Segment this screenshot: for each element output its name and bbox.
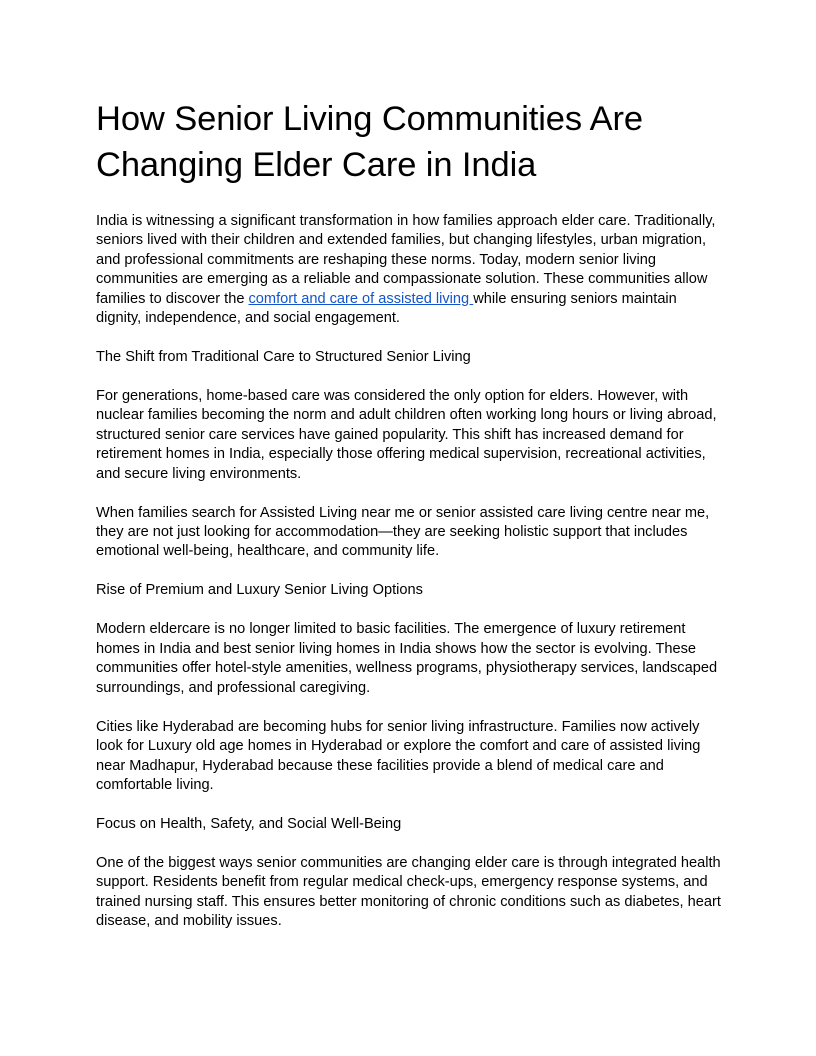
section-heading-shift: The Shift from Traditional Care to Structured Senior Living (96, 349, 471, 366)
assisted-living-link[interactable]: comfort and care of assisted living (248, 290, 474, 307)
section-heading-luxury: Rise of Premium and Luxury Senior Living Options (96, 582, 423, 599)
section-heading-health: Focus on Health, Safety, and Social Well-Being (96, 815, 402, 832)
section-paragraph: One of the biggest ways senior communities are changing elder care is through integrated health support. Residents benefit from regular medical check-ups, emergency response systems, and trained nursing staff. This ensures better monitoring of chronic conditions such as diabetes, heart disease, and mobility issues. (96, 854, 721, 930)
intro-paragraph (96, 212, 724, 328)
section-paragraph: Modern eldercare is no longer limited to basic facilities. The emergence of luxury retirement homes in India and best senior living homes in India shows how the sector is evolving. These communities offer hotel-style amenities, wellness programs, physiotherapy services, landscaped surroundings, and professional caregiving. (96, 621, 718, 696)
intro-text-after-link: while ensuring seniors maintain dignity, independence, and social engagement. (96, 290, 677, 327)
document-title: How Senior Living Communities Are Changing Elder Care in India (96, 100, 644, 184)
section-paragraph: For generations, home-based care was considered the only option for elders. However, with nuclear families becoming the norm and adult children often working long hours or living abroad, structured senior care services have gained popularity. This shift has increased demand for retirement homes in India, especially those offering medical supervision, recreational activities, and secure living environments. (96, 388, 717, 482)
section-paragraph: When families search for Assisted Living near me or senior assisted care living centre near me, they are not just looking for accommodation—they are seeking holistic support that includes emotional well-being, healthcare, and community life. (96, 504, 710, 560)
section-paragraph: Cities like Hyderabad are becoming hubs for senior living infrastructure. Families now actively look for Luxury old age homes in Hyderabad or explore the comfort and care of assisted living near Madhapur, Hyderabad because these facilities provide a blend of medical care and comfortable living. (96, 718, 701, 793)
document-page (96, 96, 724, 951)
intro-text-before-link: India is witnessing a significant transformation in how families approach elder care. Traditionally, seniors lived with their children and extended families, but changing lifestyles, urban migration, and professional commitments are reshaping these norms. Today, modern senior living communities are emerging as a reliable and compassionate solution. These communities allow families to discover the (96, 213, 716, 307)
